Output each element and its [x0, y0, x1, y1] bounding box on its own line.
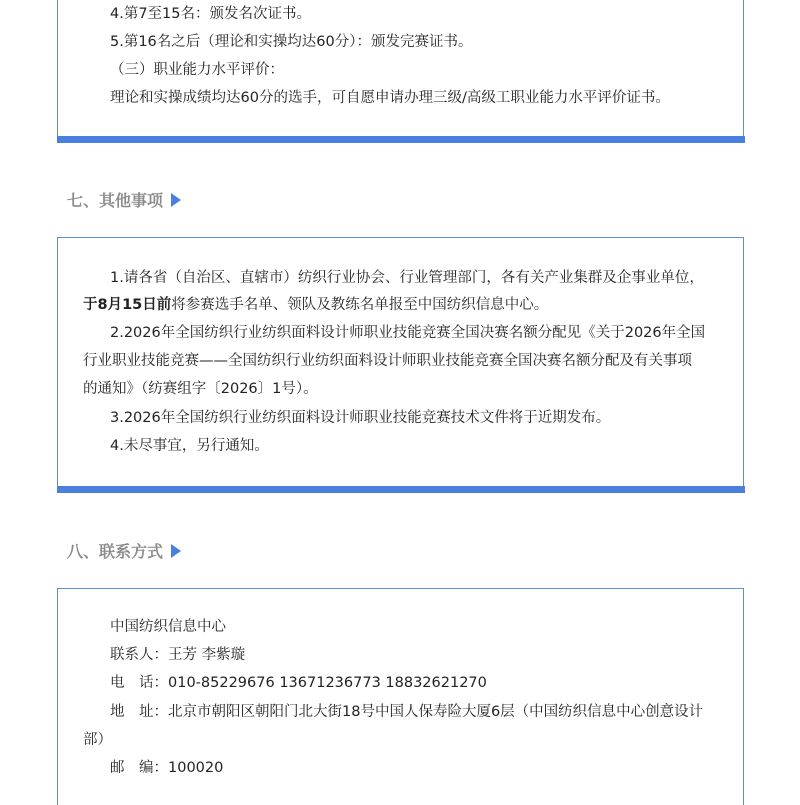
triangle-right-icon — [171, 544, 181, 558]
contact-phone: 电 话：010-85229676 13671236773 18832621270 — [110, 675, 487, 691]
other-matters-item-2-cont2: 的通知》（纺赛组字〔2026〕1号）。 — [83, 381, 318, 397]
contact-address-cont: 部） — [83, 732, 112, 748]
vocational-evaluation-subheading: （三）职业能力水平评价： — [110, 62, 284, 78]
other-matters-item-1-rest: 将参赛选手名单、领队及教练名单报至中国纺织信息中心。 — [171, 297, 549, 313]
contact-address: 地 址：北京市朝阳区朝阳门北大街18号中国人保寿险大厦6层（中国纺织信息中心创意设计 — [110, 704, 704, 720]
other-matters-item-2-cont: 行业职业技能竞赛——全国纺织行业纺织面料设计师职业技能竞赛全国决赛名额分配及有关事项 — [83, 353, 692, 369]
award-rank-7-15: 4.第7至15名：颁发名次证书。 — [110, 6, 312, 22]
other-matters-item-2: 2.2026年全国纺织行业纺织面料设计师职业技能竞赛全国决赛名额分配见《关于2026年全国 — [110, 325, 706, 341]
deadline-text: 于8月15日前 — [83, 297, 172, 313]
triangle-right-icon — [171, 193, 181, 207]
contact-postcode: 邮 编：100020 — [110, 760, 224, 776]
contact-organization: 中国纺织信息中心 — [110, 619, 226, 635]
other-matters-item-3: 3.2026年全国纺织行业纺织面料设计师职业技能竞赛技术文件将于近期发布。 — [110, 410, 611, 426]
other-matters-item-1-cont — [83, 295, 548, 315]
contact-persons: 联系人：王芳 李紫璇 — [110, 647, 246, 663]
other-matters-item-4: 4.未尽事宜，另行通知。 — [110, 438, 269, 454]
box-bottom-bar — [57, 136, 745, 143]
box-bottom-bar — [57, 486, 745, 493]
section-heading-contact — [67, 541, 181, 563]
other-matters-item-1: 1.请各省（自治区、直辖市）纺织行业协会、行业管理部门，各有关产业集群及企事业单位， — [110, 270, 704, 286]
section-heading-label: 七、其他事项 — [67, 191, 164, 210]
section-heading-label: 八、联系方式 — [67, 542, 164, 561]
award-rank-16-plus: 5.第16名之后（理论和实操均达60分）：颁发完赛证书。 — [110, 34, 473, 50]
vocational-evaluation-text: 理论和实操成绩均达60分的选手，可自愿申请办理三级/高级工职业能力水平评价证书。 — [110, 90, 670, 106]
section-heading-other-matters — [67, 190, 181, 212]
